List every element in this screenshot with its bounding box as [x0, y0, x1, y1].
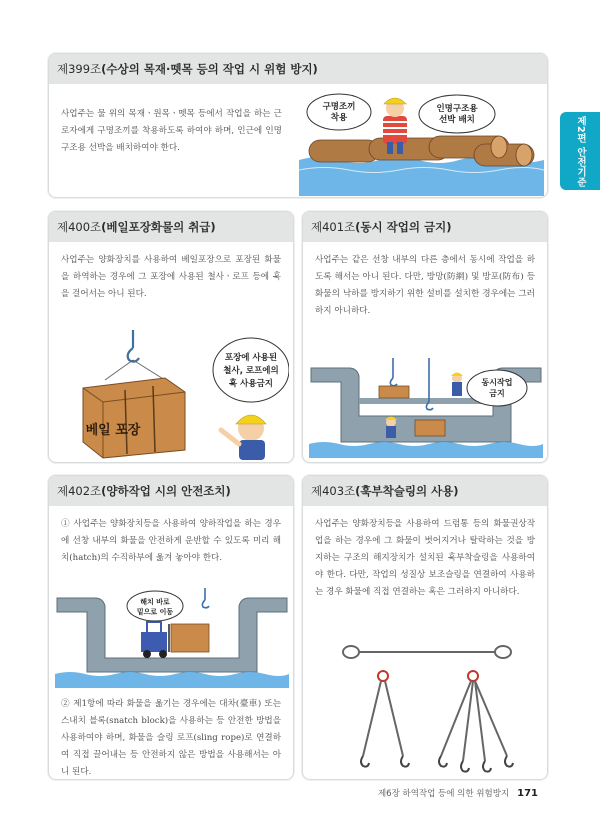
article-title: (동시 작업의 금지) — [355, 220, 452, 234]
article-title: (수상의 목재·뗏목 등의 작업 시 위험 방지) — [101, 62, 318, 76]
bale-box — [83, 378, 185, 458]
forklift-icon — [141, 622, 169, 658]
speech-bubble-rescue-boat — [419, 95, 495, 133]
speech-bubble-move-under-hatch — [127, 591, 183, 621]
article-body: 사업주는 양화장치를 사용하여 베일포장으로 포장된 화물을 하역하는 경우에 그 포장에 사용된 철사ㆍ로프 등에 훅을 걸어서는 아니 된다. — [61, 255, 281, 299]
svg-text:금지: 금지 — [489, 389, 505, 398]
article-number: 제399조 — [57, 62, 102, 76]
article-title: (베일포장화물의 취급) — [101, 220, 216, 234]
life-vest-illustration — [299, 90, 544, 196]
section-tab-label: 제2편 안전기준 — [575, 115, 586, 187]
article-body-paragraph-1: ① 사업주는 양화장치등을 사용하여 양하작업을 하는 경우에 선창 내부의 화물을 안전하게 운반할 수 있도록 미리 해치(hatch)의 수직하부에 옮겨 놓아야 한다. — [61, 519, 281, 563]
article-399-card — [48, 53, 548, 198]
hatch-transfer-illustration — [55, 588, 289, 688]
worker-figure — [451, 373, 463, 397]
article-number: 제401조 — [311, 220, 356, 234]
svg-text:훅 사용금지: 훅 사용금지 — [228, 379, 274, 389]
svg-text:선박 배치: 선박 배치 — [439, 115, 475, 125]
article-title: (훅부착슬링의 사용) — [355, 484, 459, 498]
straight-sling-icon — [343, 646, 511, 658]
article-header — [49, 476, 293, 506]
article-title: (양하작업 시의 안전조치) — [101, 484, 231, 498]
worker-figure — [385, 417, 397, 439]
article-number: 제402조 — [57, 484, 102, 498]
worker-figure — [221, 415, 266, 460]
svg-text:철사, 로프에의: 철사, 로프에의 — [223, 366, 279, 376]
article-body: 사업주는 물 위의 목재ㆍ원목ㆍ뗏목 등에서 작업을 하는 근로자에게 구명조끼를 착용하도록 하여야 하며, 인근에 인명구조용 선박을 배치하여야 한다. — [61, 109, 282, 153]
svg-text:구명조끼: 구명조끼 — [322, 102, 356, 112]
article-400-card — [48, 211, 294, 463]
hook-icon — [202, 588, 209, 608]
article-number: 제403조 — [311, 484, 356, 498]
svg-text:착용: 착용 — [330, 113, 348, 123]
article-body-paragraph-2: ② 제1항에 따라 화물을 옮기는 경우에는 대차(臺車) 또는 스내치 블록(snatch block)을 사용하는 등 안전한 방법을 사용하여야 하며, 화물을 슬링 로프(sling rope)로 연결하여 직접 끌어내는 등 안전하지 않은 방법을 사용해서는 아니 된다. — [61, 699, 281, 777]
svg-text:베일 포장: 베일 포장 — [85, 423, 141, 438]
chapter-title: 제6장 하역작업 등에 의한 위험방지 — [377, 789, 510, 799]
article-body: 사업주는 같은 선창 내부의 다른 층에서 동시에 작업을 하도록 해서는 아니 된다. 다만, 방망(防網) 및 방포(防布) 등 화물의 낙하를 방지하기 위한 설비를 설치한 경우에는 그러하지 아니하다. — [315, 255, 535, 316]
page-number: 171 — [517, 787, 538, 799]
speech-bubble-life-vest — [307, 94, 371, 130]
article-401-card — [302, 211, 548, 463]
article-402-card — [48, 475, 294, 780]
section-tab — [560, 112, 600, 190]
svg-text:해치 바로: 해치 바로 — [140, 598, 170, 606]
hook-icon — [128, 330, 139, 362]
article-header — [303, 476, 547, 506]
hold-simultaneous-work-illustration — [309, 358, 543, 458]
article-body: 사업주는 양화장치등을 사용하여 드럼통 등의 화물권상작업을 하는 경우에 그 화물이 벗어지거나 탈락하는 것을 방지하는 구조의 해지장치가 설치된 훅부착슬링을 사용하여야 한다. 다만, 작업의 성질상 보조슬링을 연결하여 사용하는 경우 화물에 직접 연결하는 혹은 그러하지 아니하다. — [315, 519, 535, 597]
svg-text:포장에 사용된: 포장에 사용된 — [224, 353, 278, 363]
four-leg-sling-icon — [439, 671, 513, 772]
article-header — [49, 212, 293, 242]
bale-cargo-illustration — [55, 330, 289, 460]
article-403-card — [302, 475, 548, 780]
article-header — [49, 54, 547, 84]
speech-bubble-hook-ban — [213, 338, 289, 402]
speech-bubble-no-simultaneous — [467, 370, 527, 406]
two-leg-sling-icon — [361, 671, 409, 767]
svg-text:인명구조용: 인명구조용 — [436, 104, 478, 114]
svg-text:밑으로 이동: 밑으로 이동 — [136, 608, 174, 616]
hook-sling-illustration — [323, 636, 533, 776]
article-header — [303, 212, 547, 242]
article-number: 제400조 — [57, 220, 102, 234]
page-footer — [378, 787, 538, 799]
svg-text:동시작업: 동시작업 — [481, 378, 513, 387]
